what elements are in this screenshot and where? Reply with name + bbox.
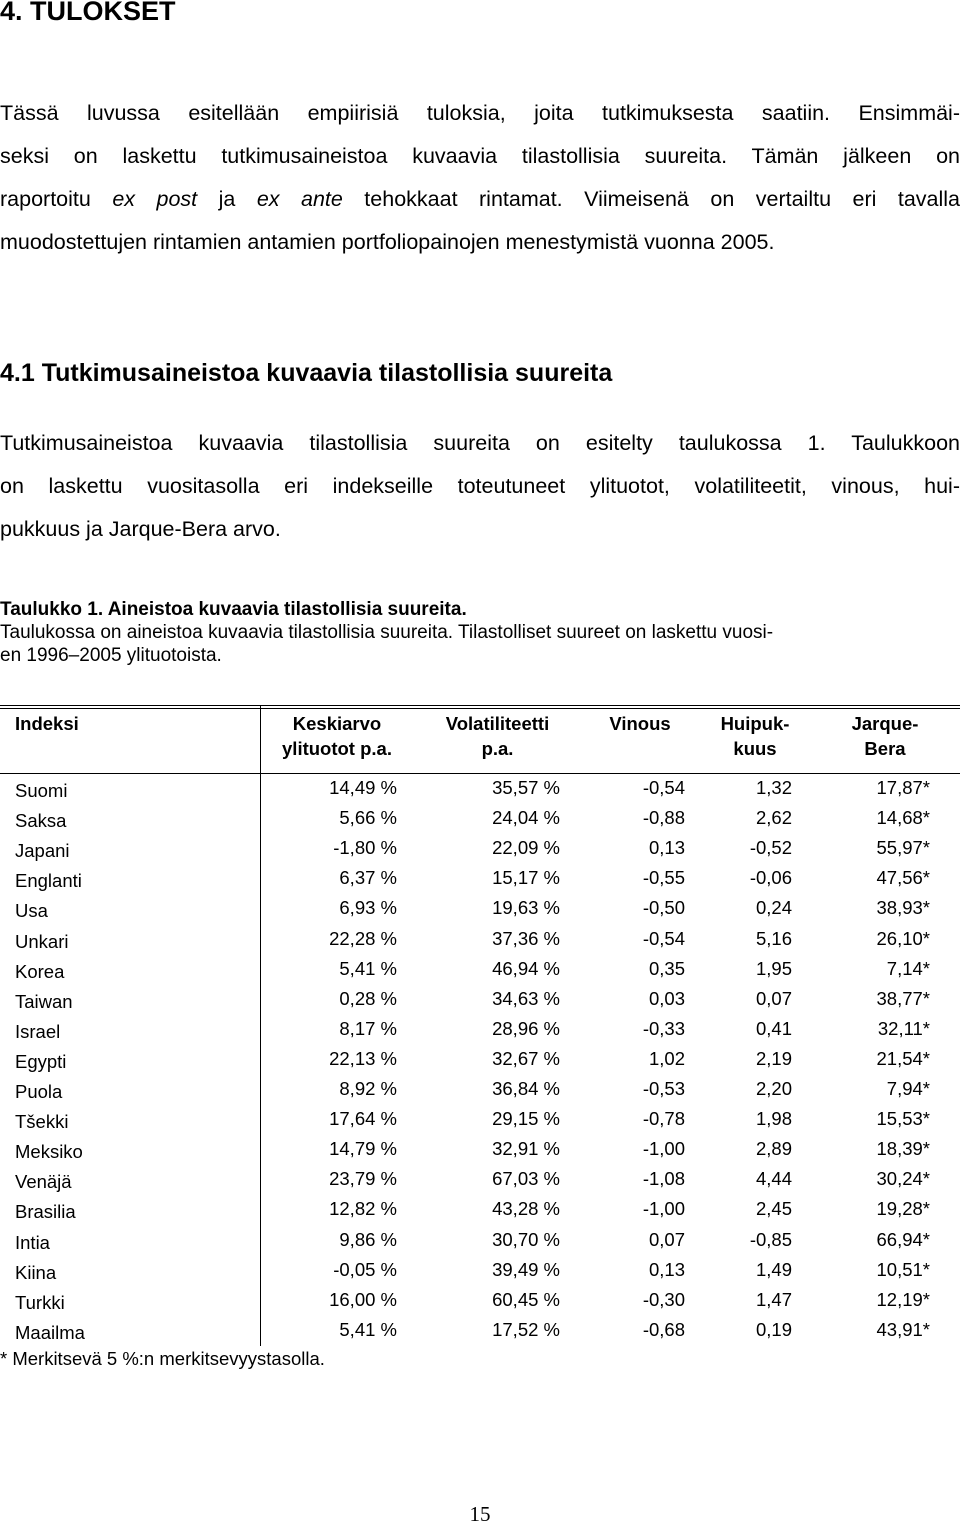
cell-volatility: 43,28 % [492, 1198, 560, 1220]
cell-jarque-bera: 15,53* [876, 1108, 930, 1130]
cell-index: Suomi [15, 780, 68, 801]
cell-kurtosis: -0,52 [749, 837, 792, 859]
cell-mean: 9,86 % [339, 1228, 397, 1250]
cell-skewness: -0,33 [642, 1017, 685, 1039]
cell-kurtosis: 2,89 [755, 1138, 792, 1160]
cell-mean: 22,13 % [329, 1047, 397, 1069]
cell-volatility: 60,45 % [492, 1288, 560, 1310]
intro-text: tehokkaat rintamat. Viimeisenä on vertailtu eri tavalla [342, 187, 960, 211]
cell-jarque-bera: 7,94* [886, 1078, 930, 1099]
cell-volatility: 32,91 % [492, 1138, 560, 1160]
cell-volatility: 29,15 % [492, 1108, 560, 1130]
cell-skewness: -0,30 [642, 1288, 685, 1310]
cell-mean: -0,05 % [333, 1258, 397, 1280]
cell-volatility: 24,04 % [492, 807, 560, 829]
cell-index: Intia [15, 1231, 50, 1253]
cell-kurtosis: 2,45 [755, 1198, 792, 1220]
cell-volatility: 32,67 % [492, 1047, 560, 1069]
cell-skewness: 0,13 [648, 837, 685, 859]
header-mean [262, 711, 412, 761]
table-caption-line: en 1996–2005 ylituotoista. [0, 645, 222, 666]
cell-index: Venäjä [15, 1171, 72, 1193]
cell-jarque-bera: 43,91* [876, 1318, 930, 1340]
table-top-rule [0, 708, 960, 709]
cell-mean: 5,41 % [339, 957, 397, 979]
table-row [0, 897, 960, 927]
cell-jarque-bera: 66,94* [876, 1228, 930, 1250]
cell-mean: 5,41 % [339, 1318, 397, 1340]
cell-volatility: 15,17 % [492, 867, 560, 889]
ex-ante-term: ex ante [256, 187, 343, 211]
cell-kurtosis: 2,20 [755, 1078, 792, 1099]
cell-skewness: -0,53 [642, 1078, 685, 1099]
cell-index: Turkki [15, 1291, 65, 1313]
table-row [0, 928, 960, 958]
cell-skewness: -0,54 [642, 927, 685, 949]
cell-index: Kiina [15, 1261, 57, 1283]
cell-mean: -1,80 % [333, 837, 397, 859]
section-line: Tutkimusaineistoa kuvaavia tilastollisia suureita on esitelty taulukossa 1. Taulukkoon [0, 431, 960, 455]
header-jarque-bera [830, 711, 940, 761]
cell-jarque-bera: 30,24* [876, 1168, 930, 1190]
section-title: 4.1 Tutkimusaineistoa kuvaavia tilastollisia suureita [0, 359, 613, 387]
cell-mean: 12,82 % [329, 1198, 397, 1220]
header-index: Indeksi [15, 713, 79, 734]
section-line: pukkuus ja Jarque-Bera arvo. [0, 517, 281, 541]
cell-jarque-bera: 18,39* [876, 1138, 930, 1160]
cell-mean: 14,49 % [329, 777, 397, 798]
table-row [0, 958, 960, 988]
cell-volatility: 30,70 % [492, 1228, 560, 1250]
cell-mean: 8,17 % [339, 1017, 397, 1039]
table-row [0, 1198, 960, 1228]
cell-volatility: 22,09 % [492, 837, 560, 859]
cell-volatility: 35,57 % [492, 777, 560, 798]
header-kurtosis [705, 711, 805, 761]
chapter-title: 4. TULOKSET [0, 0, 176, 26]
cell-index: Korea [15, 960, 65, 982]
cell-skewness: 0,35 [648, 957, 685, 979]
cell-volatility: 39,49 % [492, 1258, 560, 1280]
table-row [0, 1018, 960, 1048]
cell-skewness: 0,13 [648, 1258, 685, 1280]
table-row [0, 1108, 960, 1138]
cell-skewness: 0,07 [648, 1228, 685, 1250]
table-row [0, 777, 960, 807]
table-row [0, 1319, 960, 1349]
cell-jarque-bera: 17,87* [876, 777, 930, 798]
cell-skewness: -0,54 [642, 777, 685, 798]
page-number: 15 [469, 1502, 491, 1526]
table-top-rule [0, 705, 960, 706]
cell-skewness: 1,02 [648, 1047, 685, 1069]
cell-jarque-bera: 12,19* [876, 1288, 930, 1310]
cell-volatility: 19,63 % [492, 897, 560, 919]
cell-mean: 22,28 % [329, 927, 397, 949]
intro-line: muodostettujen rintamien antamien portfoliopainojen menestymistä vuonna 2005. [0, 230, 775, 254]
cell-mean: 6,93 % [339, 897, 397, 919]
cell-mean: 23,79 % [329, 1168, 397, 1190]
cell-skewness: -1,00 [642, 1198, 685, 1220]
cell-kurtosis: 1,98 [755, 1108, 792, 1130]
header-jarque-bera-line2: Bera [864, 738, 906, 759]
cell-mean: 5,66 % [339, 807, 397, 829]
table-row [0, 988, 960, 1018]
cell-kurtosis: 0,24 [755, 897, 792, 919]
header-volatility-line2: p.a. [481, 738, 514, 759]
cell-index: Puola [15, 1081, 63, 1102]
cell-jarque-bera: 38,93* [876, 897, 930, 919]
cell-mean: 0,28 % [339, 987, 397, 1009]
header-jarque-bera-line1: Jarque- [851, 713, 919, 734]
cell-kurtosis: 4,44 [755, 1168, 792, 1190]
cell-index: Israel [15, 1020, 61, 1042]
cell-volatility: 17,52 % [492, 1318, 560, 1340]
cell-index: Maailma [15, 1321, 85, 1343]
table-row [0, 837, 960, 867]
cell-volatility: 67,03 % [492, 1168, 560, 1190]
section-paragraph [0, 422, 960, 551]
table-caption-line: Taulukossa on aineistoa kuvaavia tilastollisia suureita. Tilastolliset suureet on laskettu vuosi- [0, 622, 774, 643]
cell-kurtosis: 5,16 [755, 927, 792, 949]
cell-index: Taiwan [15, 990, 73, 1012]
cell-index: Japani [15, 840, 70, 862]
cell-volatility: 34,63 % [492, 987, 560, 1009]
cell-jarque-bera: 21,54* [876, 1047, 930, 1069]
cell-jarque-bera: 14,68* [876, 807, 930, 829]
cell-mean: 6,37 % [339, 867, 397, 889]
table-row [0, 1078, 960, 1108]
table-footnote: * Merkitsevä 5 %:n merkitsevyystasolla. [0, 1348, 325, 1369]
cell-kurtosis: 1,32 [755, 777, 792, 798]
cell-jarque-bera: 19,28* [876, 1198, 930, 1220]
cell-index: Brasilia [15, 1201, 76, 1223]
table-caption-title: Taulukko 1. Aineistoa kuvaavia tilastollisia suureita. [0, 599, 467, 620]
section-line: on laskettu vuositasolla eri indekseille toteutuneet ylituotot, volatiliteetit, vinous, hui- [0, 474, 960, 498]
cell-kurtosis: 2,62 [755, 807, 792, 829]
cell-volatility: 37,36 % [492, 927, 560, 949]
cell-volatility: 28,96 % [492, 1017, 560, 1039]
cell-index: Tšekki [15, 1111, 69, 1133]
cell-index: Englanti [15, 870, 82, 892]
cell-mean: 17,64 % [329, 1108, 397, 1130]
header-kurtosis-line1: Huipuk- [720, 713, 790, 734]
cell-mean: 16,00 % [329, 1288, 397, 1310]
cell-index: Usa [15, 900, 48, 922]
cell-mean: 8,92 % [339, 1078, 397, 1099]
table-row [0, 1138, 960, 1168]
table-header-rule [0, 773, 960, 774]
header-volatility [425, 711, 570, 761]
header-kurtosis-line2: kuus [733, 738, 777, 759]
cell-skewness: -1,08 [642, 1168, 685, 1190]
cell-jarque-bera: 32,11* [877, 1017, 930, 1039]
cell-kurtosis: 1,95 [755, 957, 792, 979]
header-volatility-line1: Volatiliteetti [445, 713, 550, 734]
header-mean-line1: Keskiarvo [292, 713, 382, 734]
cell-index: Saksa [15, 810, 67, 832]
cell-mean: 14,79 % [329, 1138, 397, 1160]
cell-index: Egypti [15, 1050, 67, 1072]
cell-jarque-bera: 26,10* [876, 927, 930, 949]
table-row [0, 867, 960, 897]
table-caption [0, 598, 960, 667]
table-row [0, 1229, 960, 1259]
cell-kurtosis: 2,19 [755, 1047, 792, 1069]
table-row [0, 1289, 960, 1319]
cell-jarque-bera: 38,77* [876, 987, 930, 1009]
cell-skewness: -0,68 [642, 1318, 685, 1340]
cell-kurtosis: 0,19 [755, 1318, 792, 1340]
cell-jarque-bera: 10,51* [876, 1258, 930, 1280]
cell-volatility: 46,94 % [492, 957, 560, 979]
cell-skewness: -0,50 [642, 897, 685, 919]
cell-kurtosis: 1,49 [755, 1258, 792, 1280]
cell-kurtosis: -0,85 [749, 1228, 792, 1250]
cell-jarque-bera: 55,97* [876, 837, 930, 859]
cell-skewness: -0,78 [642, 1108, 685, 1130]
cell-skewness: -1,00 [642, 1138, 685, 1160]
intro-text: raportoitu [0, 187, 113, 211]
intro-line: Tässä luvussa esitellään empiirisiä tuloksia, joita tutkimuksesta saatiin. Ensimmäi- [0, 101, 960, 125]
cell-kurtosis: 0,07 [755, 987, 792, 1009]
cell-kurtosis: 0,41 [755, 1017, 792, 1039]
cell-jarque-bera: 7,14* [886, 957, 930, 979]
cell-jarque-bera: 47,56* [876, 867, 930, 889]
table-row [0, 1048, 960, 1078]
intro-line [0, 178, 960, 221]
intro-line: seksi on laskettu tutkimusaineistoa kuvaavia tilastollisia suureita. Tämän jälkeen on [0, 144, 960, 168]
table-row [0, 1168, 960, 1198]
table-row [0, 1259, 960, 1289]
header-skewness: Vinous [609, 713, 671, 734]
cell-index: Meksiko [15, 1141, 83, 1163]
cell-skewness: -0,88 [642, 807, 685, 829]
cell-kurtosis: -0,06 [749, 867, 792, 889]
cell-volatility: 36,84 % [492, 1078, 560, 1099]
cell-skewness: -0,55 [642, 867, 685, 889]
cell-kurtosis: 1,47 [755, 1288, 792, 1310]
cell-skewness: 0,03 [648, 987, 685, 1009]
header-mean-line2: ylituotot p.a. [282, 738, 392, 759]
ex-post-term: ex post [112, 187, 198, 211]
table-row [0, 807, 960, 837]
cell-index: Unkari [15, 930, 69, 952]
intro-paragraph [0, 92, 960, 264]
intro-text: ja [197, 187, 257, 211]
